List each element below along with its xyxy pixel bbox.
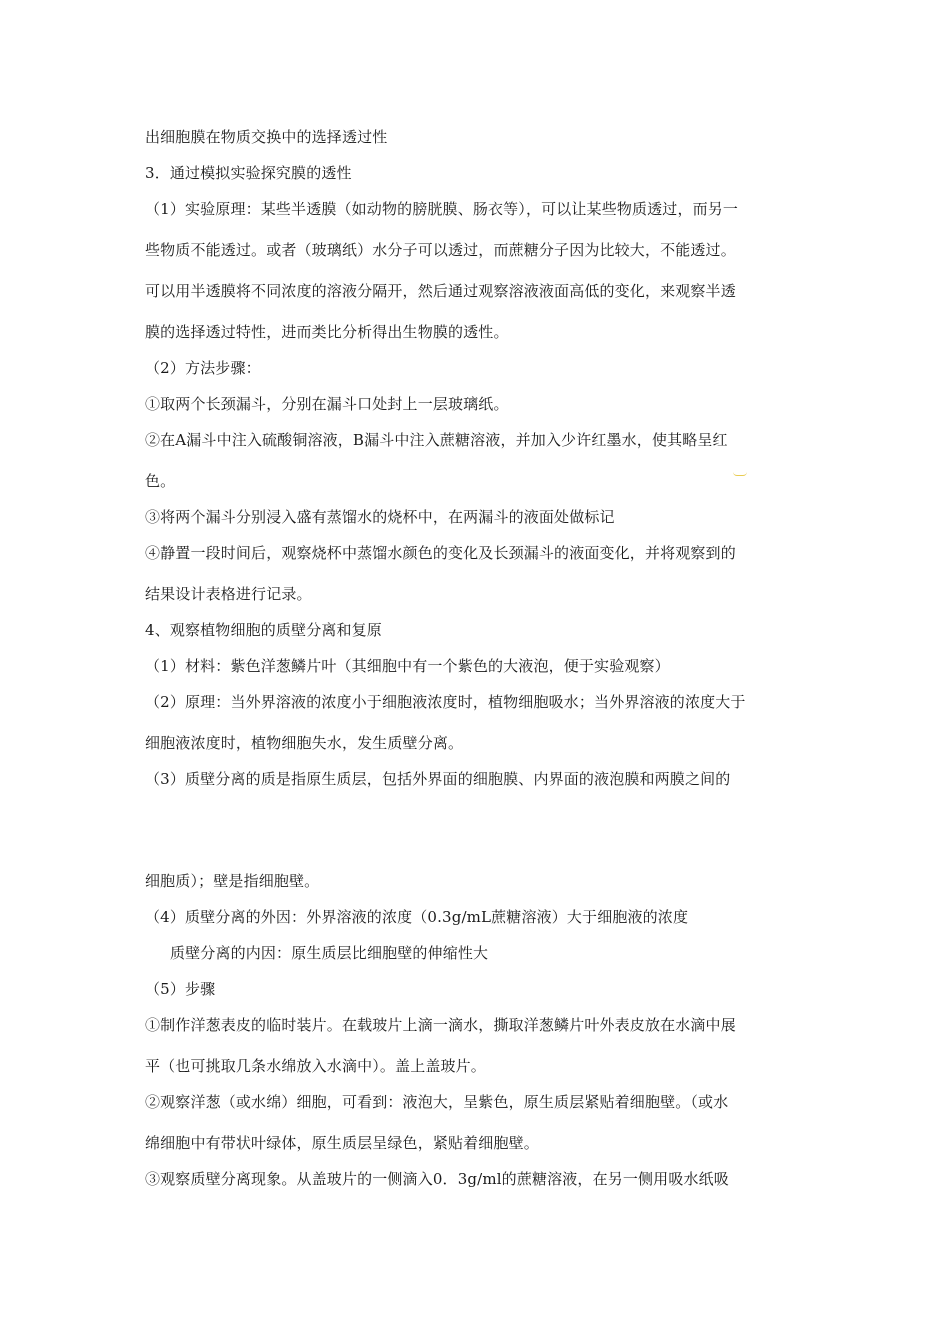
step-item: ③将两个漏斗分别浸入盛有蒸馏水的烧杯中，在两漏斗的液面处做标记: [145, 508, 615, 526]
step-item: ③观察质壁分离现象。从盖玻片的一侧滴入0．3g/ml的蔗糖溶液，在另一侧用吸水纸吸: [145, 1170, 729, 1188]
text-line: 些物质不能透过。或者（玻璃纸）水分子可以透过，而蔗糖分子因为比较大，不能透过。: [145, 241, 736, 259]
text-line: （1）实验原理：某些半透膜（如动物的膀胱膜、肠衣等），可以让某些物质透过，而另一: [145, 200, 739, 218]
text-line: （2）原理：当外界溶液的浓度小于细胞液浓度时，植物细胞吸水；当外界溶液的浓度大于: [145, 693, 746, 711]
step-item: ②在A漏斗中注入硫酸铜溶液，B漏斗中注入蔗糖溶液，并加入少许红墨水，使其略呈红: [145, 431, 728, 449]
text-line: （3）质壁分离的质是指原生质层，包括外界面的细胞膜、内界面的液泡膜和两膜之间的: [145, 770, 731, 788]
text-line: 质壁分离的内因：原生质层比细胞壁的伸缩性大: [170, 944, 489, 962]
subsection-heading: （2）方法步骤：: [145, 359, 261, 377]
text-line: 膜的选择透过特性，进而类比分析得出生物膜的透性。: [145, 323, 509, 341]
step-item: ②观察洋葱（或水绵）细胞，可看到：液泡大，呈紫色，原生质层紧贴着细胞壁。（或水: [145, 1093, 729, 1111]
subsection-heading: （5）步骤: [145, 980, 216, 998]
step-item: ①取两个长颈漏斗，分别在漏斗口处封上一层玻璃纸。: [145, 395, 509, 413]
text-line: 可以用半透膜将不同浓度的溶液分隔开，然后通过观察溶液液面高低的变化，来观察半透: [145, 282, 736, 300]
step-item: ④静置一段时间后，观察烧杯中蒸馏水颜色的变化及长颈漏斗的液面变化，并将观察到的: [145, 544, 736, 562]
text-line: 绵细胞中有带状叶绿体，原生质层呈绿色，紧贴着细胞壁。: [145, 1134, 539, 1152]
text-line: 细胞液浓度时，植物细胞失水，发生质壁分离。: [145, 734, 464, 752]
text-line: 色。: [145, 472, 176, 490]
step-item: ①制作洋葱表皮的临时装片。在载玻片上滴一滴水，撕取洋葱鳞片叶外表皮放在水滴中展: [145, 1016, 736, 1034]
text-line: 结果设计表格进行记录。: [145, 585, 312, 603]
section-heading: 3．通过模拟实验探究膜的透性: [145, 164, 352, 182]
text-line: 平（也可挑取几条水绵放入水滴中）。盖上盖玻片。: [145, 1057, 486, 1075]
text-line: （4）质壁分离的外因：外界溶液的浓度（0.3g/mL蔗糖溶液）大于细胞液的浓度: [145, 908, 689, 926]
section-heading: 4、观察植物细胞的质壁分离和复原: [145, 621, 382, 639]
text-line: 出细胞膜在物质交换中的选择透过性: [145, 128, 388, 146]
text-line: （1）材料：紫色洋葱鳞片叶（其细胞中有一个紫色的大液泡，便于实验观察）: [145, 657, 670, 675]
text-line: 细胞质）；壁是指细胞壁。: [145, 872, 320, 890]
highlight-mark: [733, 472, 747, 476]
